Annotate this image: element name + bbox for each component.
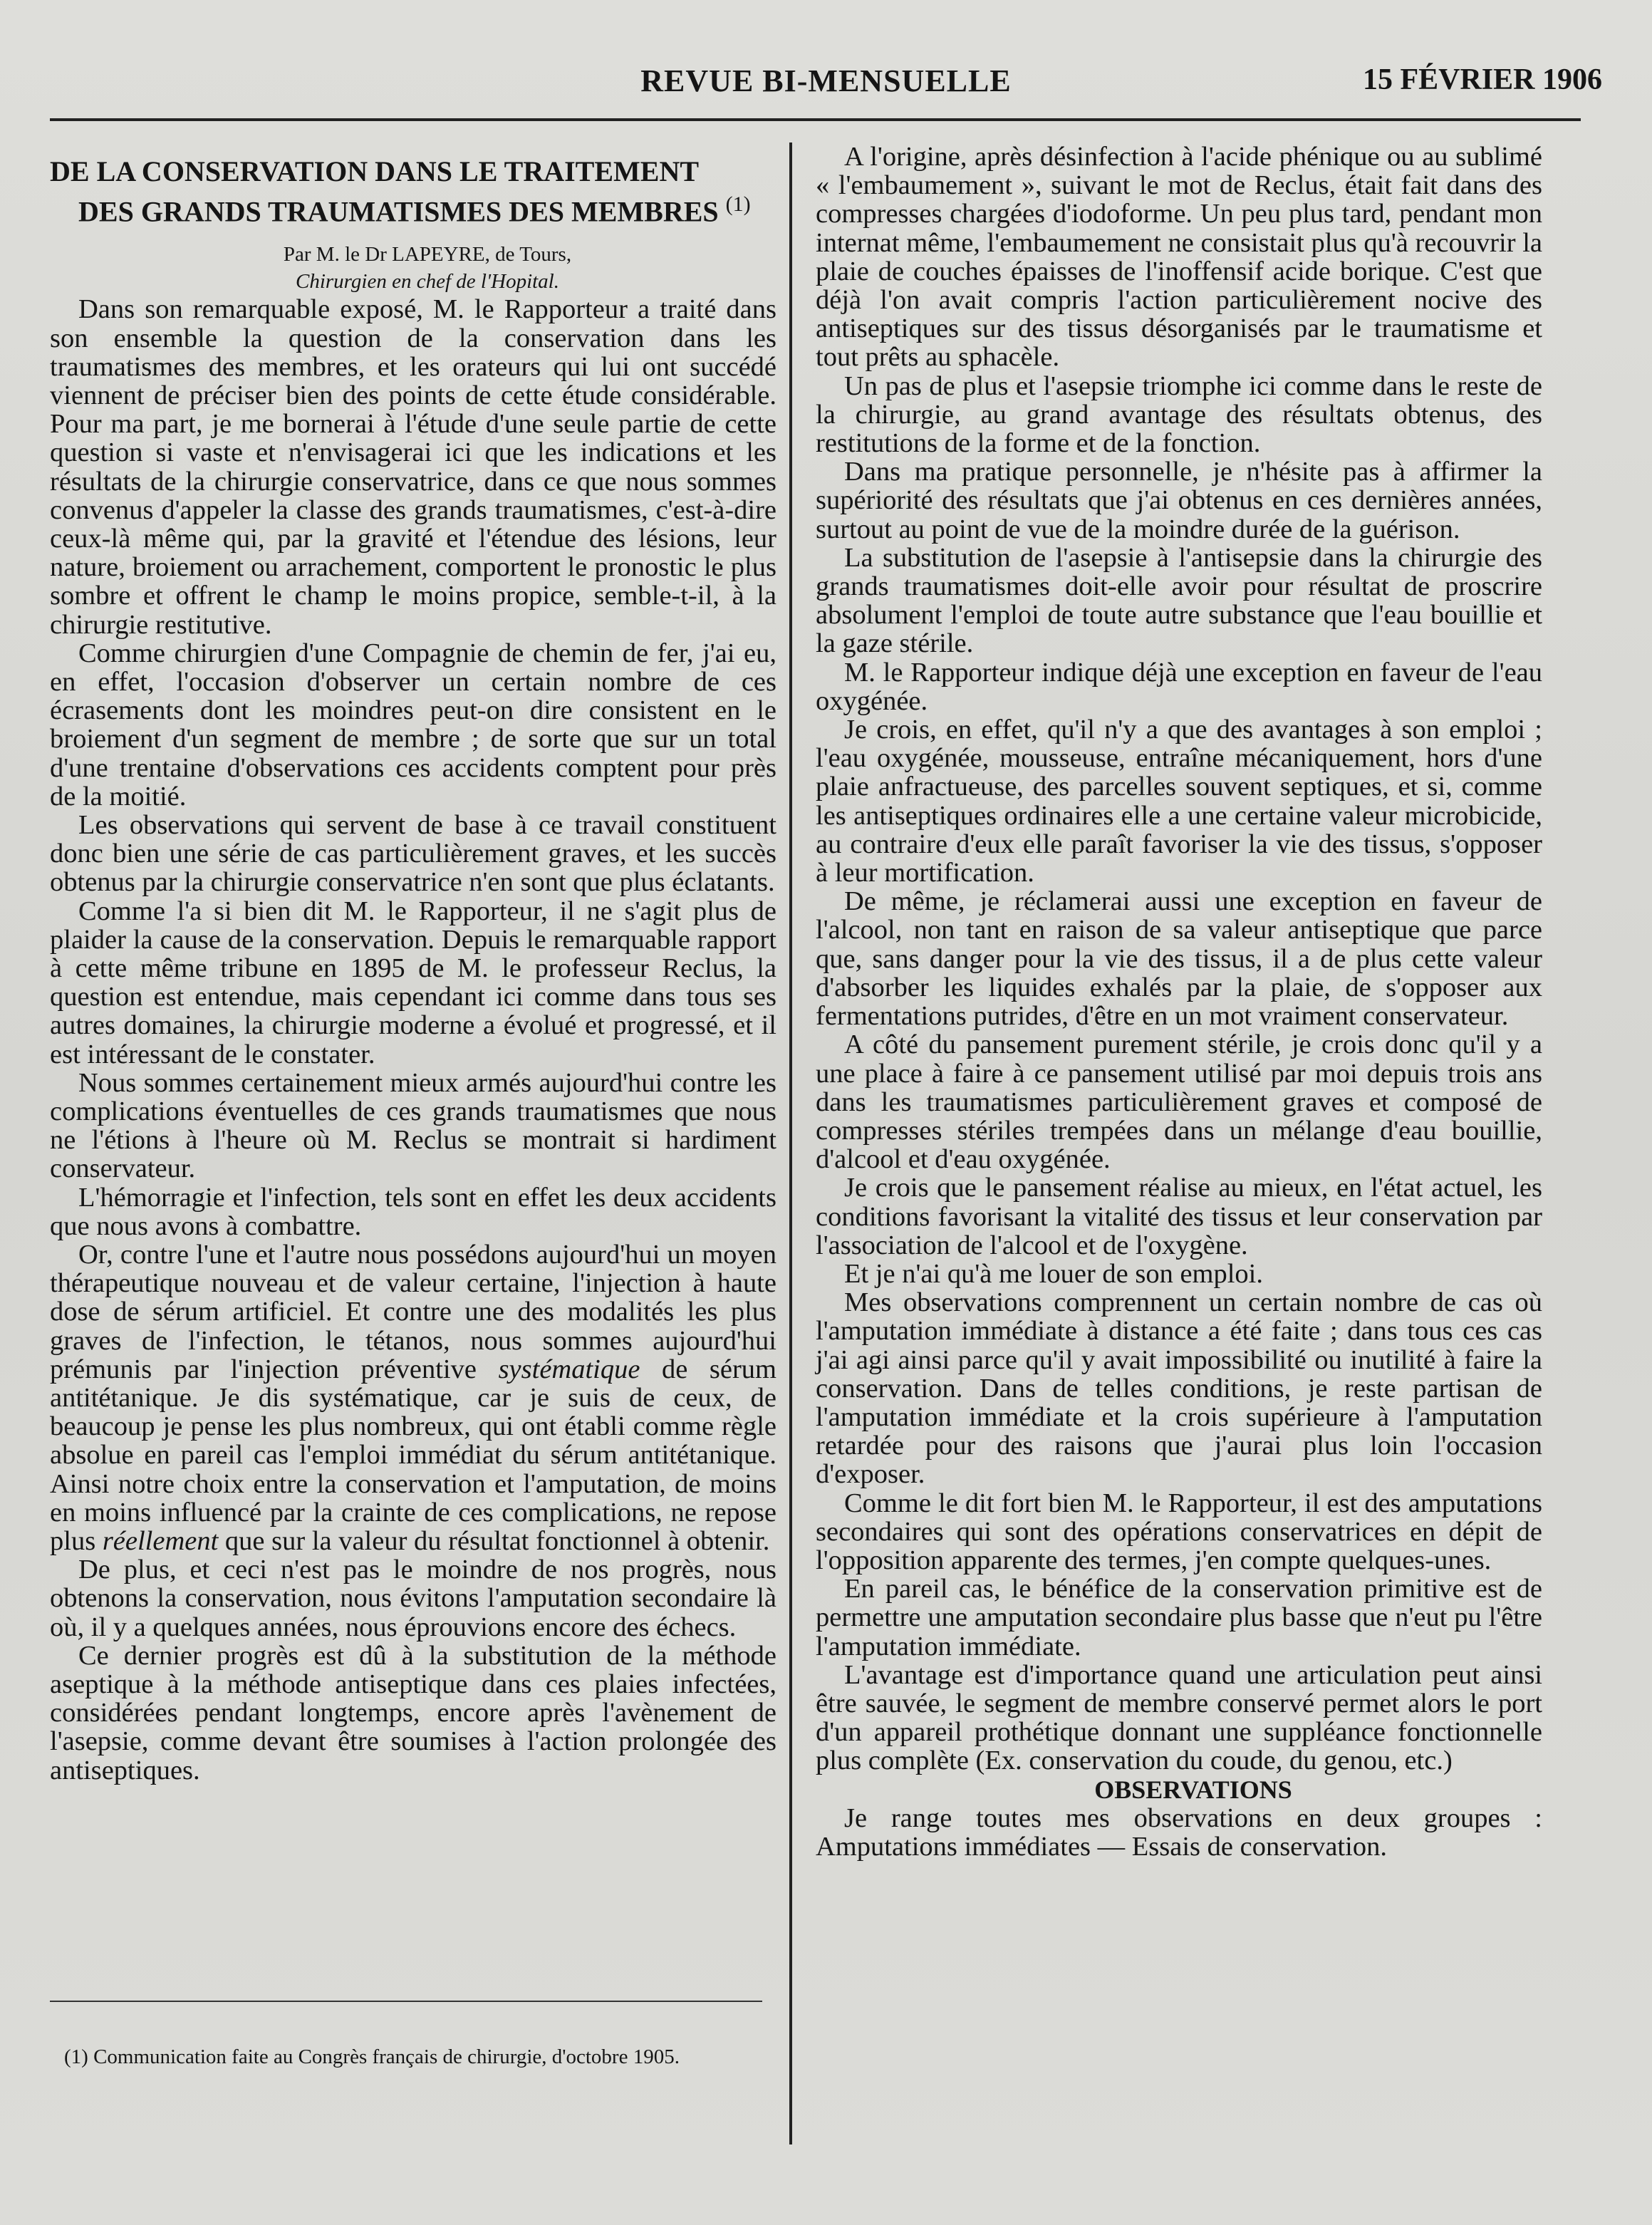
title-footnote-mark: (1) bbox=[725, 192, 751, 216]
paragraph: Je crois, en effet, qu'il n'y a que des avantages à son emploi ; l'eau oxygénée, mousseuse, entraîne mécaniquement, hors d'une plaie anfractueuse, des parcelles souvent septiques, et si, comme les antiseptiques ordinaires elle a une certaine valeur microbicide, au contraire d'eux elle paraît favoriser la vie des tissus, s'opposer à leur mortification. bbox=[816, 715, 1542, 888]
paragraph: De plus, et ceci n'est pas le moindre de nos progrès, nous obtenons la conservation, nous évitons l'amputation secondaire là où, il y a quelques années, nous éprouvions encore des échecs. bbox=[50, 1555, 776, 1642]
author-affiliation: Chirurgien en chef de l'Hopital. bbox=[296, 270, 559, 294]
paragraph: Comme chirurgien d'une Compagnie de chemin de fer, j'ai eu, en effet, l'occasion d'observer un certain nombre de ces écrasements dont les moindres peut-on dire consistent en le broiement d'un segment de membre ; de sorte que sur un total d'une trentaine d'observations ces accidents comptent pour près de la moitié. bbox=[50, 638, 776, 811]
paragraph: Je range toutes mes observations en deux groupes : Amputations immédiates — Essais de conservation. bbox=[816, 1803, 1542, 1862]
paragraph: Comme l'a si bien dit M. le Rapporteur, il ne s'agit plus de plaider la cause de la conservation. Depuis le remarquable rapport à cette même tribune en 1895 de M. le professeur Reclus, la question est entendue, mais cependant ici comme dans tous ses autres domaines, la chirurgie moderne a évolué et progressé, et il est intéressant de le constater. bbox=[50, 896, 776, 1069]
article-title bbox=[50, 155, 776, 228]
paragraph: Un pas de plus et l'asepsie triomphe ici comme dans le reste de la chirurgie, au grand avantage des résultats obtenus, des restitutions de la forme et de la fonction. bbox=[816, 370, 1542, 459]
paragraph: Mes observations comprennent un certain nombre de cas où l'amputation immédiate à distance a été faite ; dans tous ces cas j'ai agi ainsi parce qu'il y avait impossibilité ou inutilité à faire la conservation. Dans de telles conditions, je reste partisan de l'amputation immédiate et la crois supérieure à l'amputation retardée pour des raisons que j'aurai plus loin l'occasion d'exposer. bbox=[816, 1287, 1542, 1490]
paragraph: Ce dernier progrès est dû à la substitution de la méthode aseptique à la méthode antiseptique dans ces plaies infectées, considérées pendant longtemps, encore après l'avènement de l'asepsie, comme devant être soumises à l'action prolongée des antiseptiques. bbox=[50, 1640, 776, 1785]
paragraph-text: Or, contre l'une et l'autre nous possédons aujourd'hui un moyen thérapeutique nouveau et de valeur certaine, l'injection à haute dose de sérum artificiel. Et contre une des modalités les plus graves de l'infection, le tétanos, nous sommes aujourd'hui prémunis par l'injection préventive bbox=[50, 1240, 776, 1384]
section-heading: OBSERVATIONS bbox=[1094, 1775, 1292, 1804]
paragraph: Nous sommes certainement mieux armés aujourd'hui contre les complications éventuelles de ces grands traumatismes que nous ne l'étions à l'heure où M. Reclus se montrait si hardiment conservateur. bbox=[50, 1067, 776, 1184]
column-rule bbox=[789, 142, 792, 2144]
emphasis: réellement bbox=[102, 1526, 219, 1557]
paragraph-text: que sur la valeur du résultat fonctionnel à obtenir. bbox=[218, 1526, 770, 1557]
paragraph: En pareil cas, le bénéfice de la conservation primitive est de permettre une amputation secondaire plus basse que n'eut pu l'être l'amputation immédiate. bbox=[816, 1574, 1542, 1661]
paragraph: A côté du pansement purement stérile, je crois donc qu'il y a une place à faire à ce pansement utilisé par moi depuis trois ans dans les traumatismes particulièrement graves et composé de compresses stériles trempées dans un mélange d'eau bouillie, d'alcool et d'eau oxygénée. bbox=[816, 1029, 1542, 1175]
author-byline: Par M. le Dr LAPEYRE, de Tours, bbox=[283, 243, 572, 266]
issue-date: 15 FÉVRIER 1906 bbox=[1362, 63, 1602, 96]
paragraph: L'avantage est d'importance quand une articulation peut ainsi être sauvée, le segment de membre conservé permet alors le port d'un appareil prothétique donnant une suppléance fonctionnelle plus complète (Ex. conservation du coude, du genou, etc.) bbox=[816, 1659, 1542, 1776]
paragraph: Dans son remarquable exposé, M. le Rapporteur a traité dans son ensemble la question de la conservation dans les traumatismes des membres, et les orateurs qui lui ont succédé viennent de préciser bien des points de cette étude considérable. Pour ma part, je me bornerai à l'étude d'une seule partie de cette question si vaste et n'envisagerai ici que les indications et les résultats de la chirurgie conservatrice, dans ce que nous sommes convenus d'appeler la classe des grands traumatismes, c'est-à-dire ceux-là même qui, par la gravité et l'étendue des lésions, leur nature, broiement ou arrachement, comportent le pronostic le plus sombre et offrent le champ le moins propice, semble-t-il, à la chirurgie restitutive. bbox=[50, 294, 776, 640]
paragraph: Et je n'ai qu'à me louer de son emploi. bbox=[844, 1258, 1264, 1289]
paragraph: A l'origine, après désinfection à l'acide phénique ou au sublimé « l'embaumement », suivant le mot de Reclus, était fait dans des compresses chargées d'iodoforme. Un peu plus tard, pendant mon internat même, l'embaumement ne consistait plus qu'à recouvrir la plaie de couches épaisses de l'inoffensif acide borique. C'est que déjà l'on avait compris l'action particulièrement nocive des antiseptiques sur des tissus désorganisés par le traumatisme et tout prêts au sphacèle. bbox=[816, 142, 1542, 373]
paragraph: M. le Rapporteur indique déjà une exception en faveur de l'eau oxygénée. bbox=[816, 657, 1542, 716]
paragraph: L'hémorragie et l'infection, tels sont en effet les deux accidents que nous avons à combattre. bbox=[50, 1182, 776, 1241]
paragraph: Comme le dit fort bien M. le Rapporteur, il est des amputations secondaires qui sont des opérations conservatrices en dépit de l'opposition apparente des termes, j'en compte quelques-unes. bbox=[816, 1488, 1542, 1575]
footnote: (1) Communication faite au Congrès français de chirurgie, d'octobre 1905. bbox=[64, 2045, 680, 2068]
journal-title: REVUE BI-MENSUELLE bbox=[640, 63, 1012, 98]
title-line-1: DE LA CONSERVATION DANS LE TRAITEMENT bbox=[50, 155, 700, 187]
footnote-rule bbox=[50, 2001, 762, 2002]
paragraph-text: de sérum antitétanique. Je dis systématique, car je suis de ceux, de beaucoup je pense les plus nombreux, qui ont établi comme règle absolue en pareil cas l'emploi immédiat du sérum antitétanique. Ainsi notre choix entre la conservation et l'amputation, de moins en moins influencé par la crainte de ces complications, ne repose plus bbox=[50, 1354, 776, 1557]
paragraph: La substitution de l'asepsie à l'antisepsie dans la chirurgie des grands traumatismes doit-elle avoir pour résultat de proscrire absolument l'emploi de toute autre substance que l'eau bouillie et la gaze stérile. bbox=[816, 542, 1542, 659]
paragraph: Dans ma pratique personnelle, je n'hésite pas à affirmer la supériorité des résultats que j'ai obtenus en ces dernières années, surtout au point de vue de la moindre durée de la guérison. bbox=[816, 457, 1542, 544]
title-line-2: DES GRANDS TRAUMATISMES DES MEMBRES bbox=[78, 195, 719, 228]
paragraph: Les observations qui servent de base à ce travail constituent donc bien une série de cas particulièrement graves, et les succès obtenus par la chirurgie conservatrice n'en sont que plus éclatants. bbox=[50, 809, 776, 898]
paragraph: De même, je réclamerai aussi une exception en faveur de l'alcool, non tant en raison de sa valeur antiseptique que parce que, sans danger pour la vie des tissus, il a de plus cette valeur d'absorber les liquides exhalés par la plaie, de s'opposer aux fermentations putrides, d'être en un mot vraiment conservateur. bbox=[816, 886, 1542, 1032]
left-column bbox=[50, 142, 776, 1785]
right-column bbox=[816, 142, 1542, 1861]
header-rule bbox=[50, 118, 1581, 121]
emphasis: systématique bbox=[498, 1354, 640, 1384]
running-header bbox=[50, 63, 1602, 105]
paragraph bbox=[50, 1240, 776, 1555]
paragraph: Je crois que le pansement réalise au mieux, en l'état actuel, les conditions favorisant la vitalité des tissus et leur conservation par l'association de l'alcool et de l'oxygène. bbox=[816, 1173, 1542, 1260]
